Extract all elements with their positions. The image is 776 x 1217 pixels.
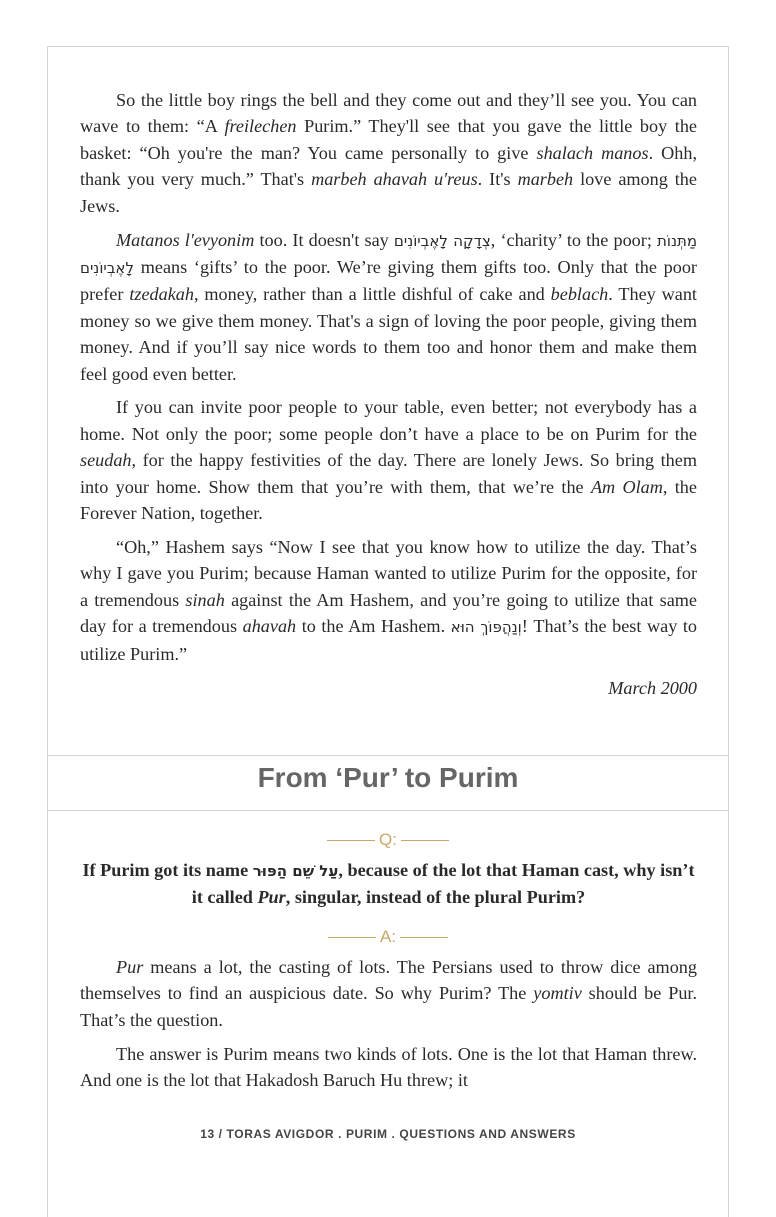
italic-text: marbeh ahavah u'reus xyxy=(311,169,478,190)
page-footer: 13 / TORAS AVIGDOR . PURIM . QUESTIONS AND ANSWERS xyxy=(200,1127,576,1141)
text-run: , singular, instead of the plural Purim? xyxy=(285,887,586,908)
italic-text: marbeh xyxy=(517,169,574,190)
italic-text: shalach manos xyxy=(536,142,649,163)
answer-body xyxy=(80,954,697,1101)
text-run: , the Forever Nation, together. xyxy=(80,476,697,524)
text-run: means ‘gifts’ to the poor. We’re giving them gifts too. Only that the poor prefer xyxy=(80,256,697,305)
text-run: love among the Jews. xyxy=(80,169,697,216)
text-run: “Oh,” Hashem says “Now I see that you know how to utilize the day. That’s why I gave you Purim; because Haman wanted to utilize Purim for the opposite, for a tremendous xyxy=(80,537,697,610)
rule xyxy=(327,840,375,841)
text-run: against the Am Hashem, and you’re going to utilize that same day for a tremendous xyxy=(80,589,697,637)
text-run: , because of the lot that Haman cast, why isn’t it called xyxy=(191,860,695,908)
q-label: Q: xyxy=(379,830,397,849)
answer-label xyxy=(47,927,729,947)
italic-text: Pur xyxy=(116,957,144,977)
italic-text: Matanos l'evyonim xyxy=(116,229,255,250)
article-body xyxy=(80,87,697,701)
text-run: . Ohh, thank you very much.” That's xyxy=(80,142,697,190)
rule xyxy=(400,937,448,938)
text-run: Purim.” They'll see that you gave the little boy the basket: “Oh you're the man? You came personally to give xyxy=(80,116,697,163)
divider xyxy=(47,755,729,756)
paragraph xyxy=(80,227,697,387)
text-run: should be Pur. That’s the question. xyxy=(80,983,698,1030)
section-title: From ‘Pur’ to Purim xyxy=(257,762,519,793)
a-label: A: xyxy=(379,927,397,946)
hebrew-text: וְנַהֲפּוֹךְ הוּא xyxy=(450,618,522,637)
hebrew-text: צְדָקָה לָאֶבְיוֹנִים xyxy=(393,231,491,250)
rule xyxy=(401,840,449,841)
italic-text: seudah xyxy=(80,450,132,471)
article2-paragraphs xyxy=(80,954,697,1094)
text-run: , for the happy festivities of the day. There are lonely Jews. So bring them into your home. Show them that you’re with them, that we’re the xyxy=(80,450,697,497)
article-date: March 2000 xyxy=(608,677,697,698)
italic-text: beblach xyxy=(550,284,609,305)
text-run: The answer is Purim means two kinds of lots. One is the lot that Haman threw. And one is the lot that Hakadosh Baruch Hu threw; it xyxy=(80,1043,697,1091)
text-run: If Purim got its name xyxy=(82,860,253,880)
text-run: to the Am Hashem. xyxy=(296,616,451,637)
paragraph xyxy=(80,534,697,667)
italic-text: ahavah xyxy=(242,616,297,637)
text-run: , money, rather than a little dishful of cake and xyxy=(193,284,551,305)
question-label xyxy=(47,830,729,850)
text-run: too. It doesn't say xyxy=(254,229,394,250)
paragraph xyxy=(80,1041,697,1094)
hebrew-text: מַתְּנוֹת לָאֶבְיוֹנִים xyxy=(80,231,698,277)
italic-text: sinah xyxy=(185,589,225,610)
text-run: ! That’s the best way to utilize Purim.” xyxy=(80,616,697,664)
italic-text: freilechen xyxy=(224,116,297,137)
text-run: So the little boy rings the bell and they come out and they’ll see you. You can wave to them: “A xyxy=(80,90,697,137)
paragraph xyxy=(80,87,697,219)
text-run: means a lot, the casting of lots. The Persians used to throw dice among themselves to find an auspicious date. So why Purim? The xyxy=(80,957,697,1004)
rule xyxy=(328,937,376,938)
divider xyxy=(47,810,729,811)
paragraph xyxy=(80,394,697,526)
italic-text: Pur xyxy=(257,887,286,908)
text-run: . It's xyxy=(477,169,518,190)
article1-paragraphs xyxy=(80,87,697,667)
text-run: If you can invite poor people to your table, even better; not everybody has a home. Not only the poor; some people don’t have a place to be on Purim for the xyxy=(80,397,697,444)
paragraph xyxy=(80,954,697,1033)
text-run: , ‘charity’ to the poor; xyxy=(490,229,658,250)
italic-text: yomtiv xyxy=(533,983,582,1004)
hebrew-text: עַל שֵׁם הַפּוּר xyxy=(252,862,339,880)
italic-text: Am Olam xyxy=(590,476,663,497)
question-text xyxy=(80,857,697,911)
text-run: . They want money so we give them money. That's a sign of loving the poor people, giving them money. And if you’ll say nice words to them too and honor them and make them feel good even better. xyxy=(80,284,697,384)
italic-text: tzedakah xyxy=(129,284,194,305)
